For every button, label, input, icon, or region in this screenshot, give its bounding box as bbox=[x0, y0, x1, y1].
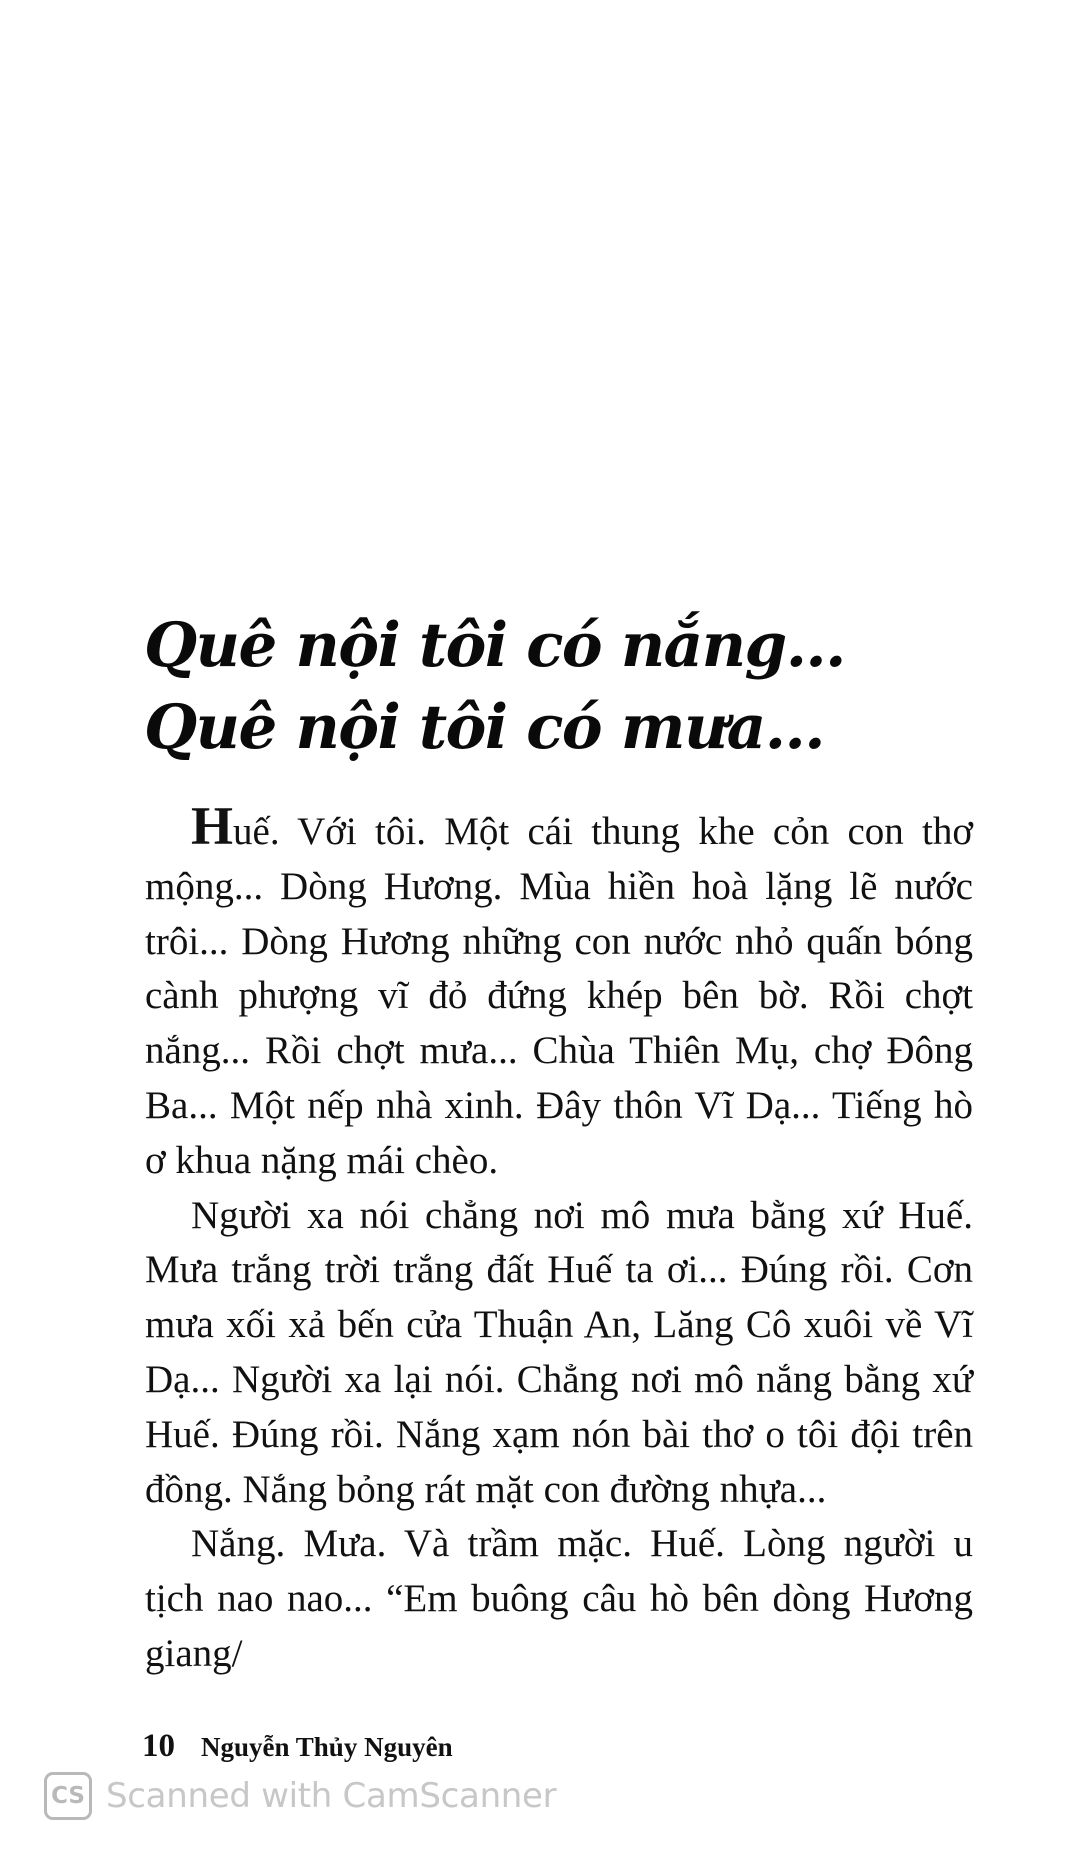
chapter-title bbox=[144, 605, 845, 769]
chapter-title-line-2: Quê nội tôi có mưa... bbox=[144, 692, 824, 763]
body-text bbox=[145, 796, 973, 1682]
page-footer bbox=[142, 1728, 453, 1765]
paragraph-1 bbox=[145, 796, 973, 1189]
page-number: 10 bbox=[142, 1728, 175, 1764]
drop-cap: H bbox=[191, 796, 234, 856]
paragraph-3: Nắng. Mưa. Và trầm mặc. Huế. Lòng người u tịch nao nao... “Em buông câu hò bên dòng Hương giang/ bbox=[145, 1522, 973, 1675]
paragraph-1-text: uế. Với tôi. Một cái thung khe cỏn con thơ mộng... Dòng Hương. Mùa hiền hoà lặng lẽ nước trôi... Dòng Hương những con nước nhỏ quấn bóng cành phượng vĩ đỏ đứng khép bên bờ. Rồi chợt nắng... Rồi chợt mưa... Chùa Thiên Mụ, chợ Đông Ba... Một nếp nhà xinh. Đây thôn Vĩ Dạ... Tiếng hò ơ khua nặng mái chèo. bbox=[145, 810, 973, 1182]
camscanner-logo-icon: CS bbox=[44, 1772, 92, 1820]
watermark-text: Scanned with CamScanner bbox=[106, 1776, 557, 1816]
paragraph-2: Người xa nói chẳng nơi mô mưa bằng xứ Huế. Mưa trắng trời trắng đất Huế ta ơi... Đúng rồi. Cơn mưa xối xả bến cửa Thuận An, Lăng Cô xuôi về Vĩ Dạ... Người xa lại nói. Chẳng nơi mô nắng bằng xứ Huế. Đúng rồi. Nắng xạm nón bài thơ o tôi đội trên đồng. Nắng bỏng rát mặt con đường nhựa... bbox=[145, 1193, 973, 1511]
chapter-title-line-1: Quê nội tôi có nắng... bbox=[144, 610, 845, 681]
camscanner-watermark bbox=[44, 1770, 556, 1822]
author-name: Nguyễn Thủy Nguyên bbox=[201, 1732, 453, 1762]
